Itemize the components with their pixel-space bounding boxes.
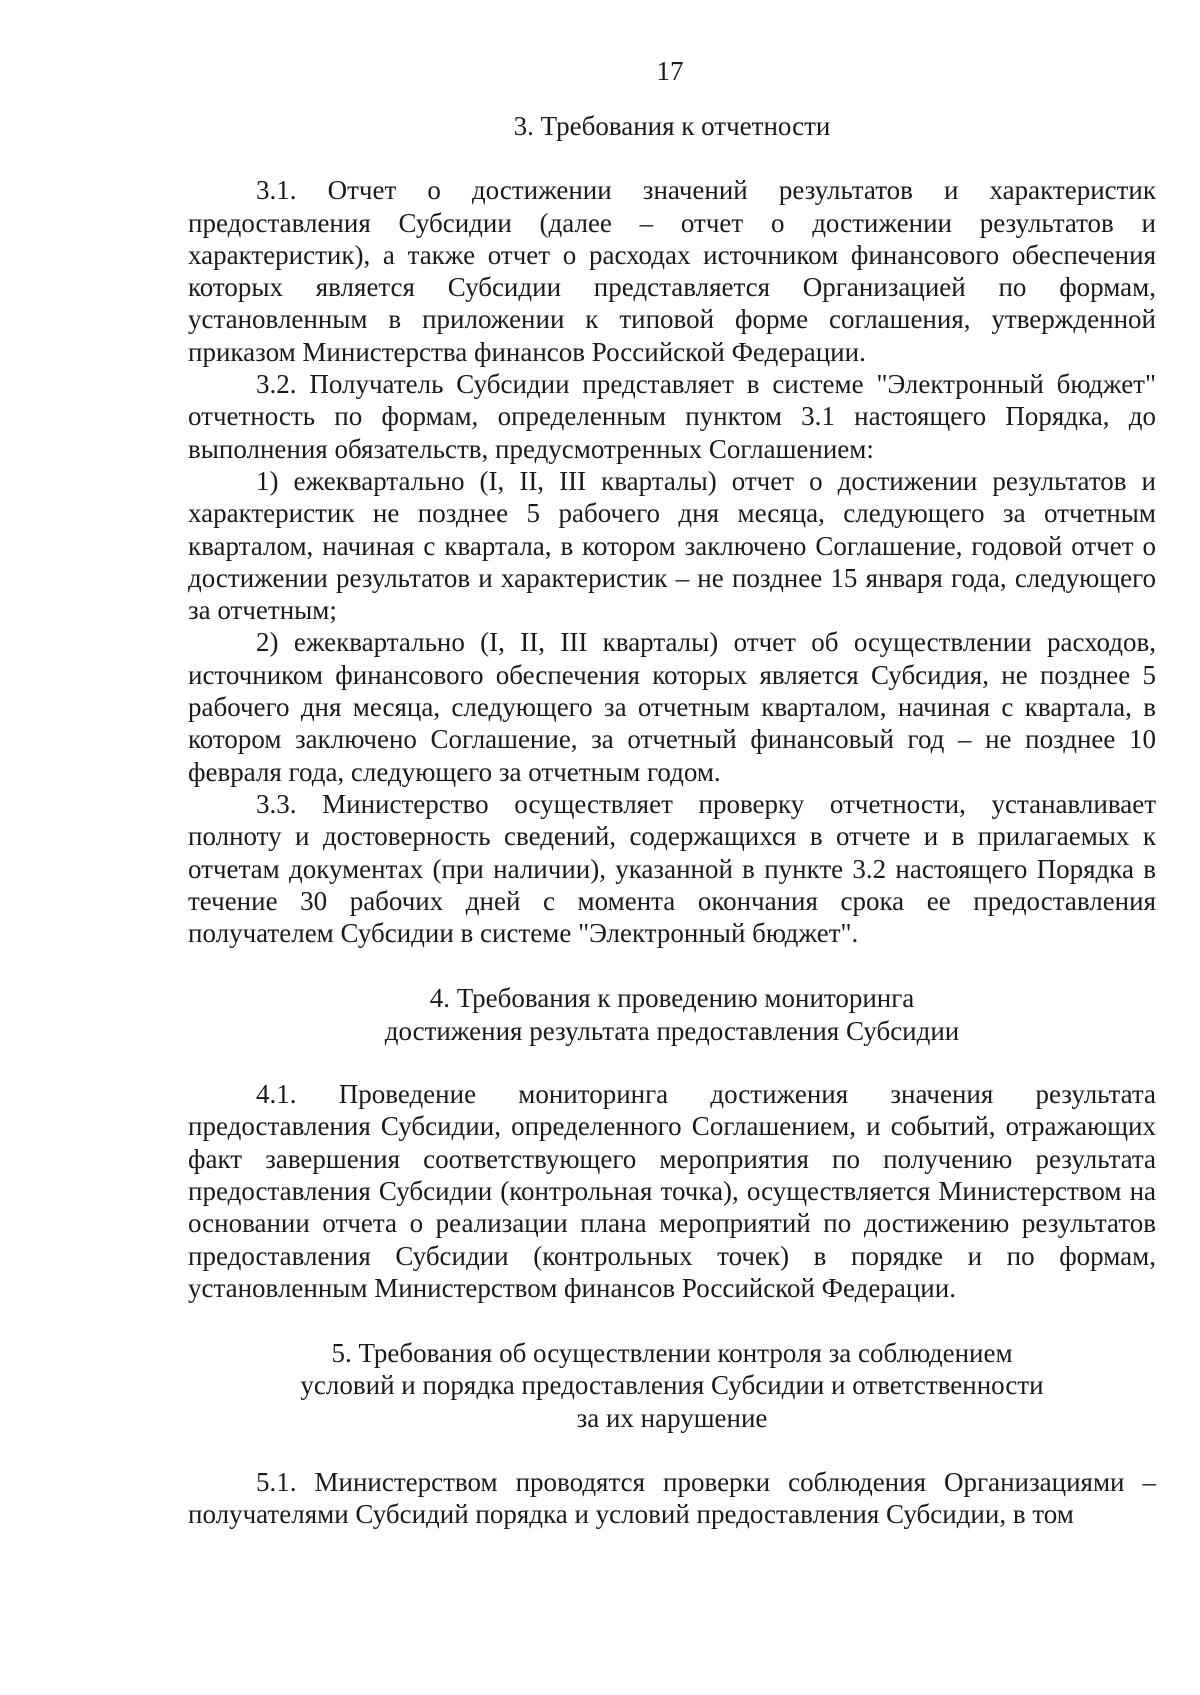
paragraph-3-2-item-1: 1) ежеквартально (I, II, III кварталы) отчет о достижении результатов и характеристик не позднее 5 рабочего дня месяца, следующего за отчетным кварталом, начиная с квартала, в котором заключено Соглашение, годовой отчет о достижении результатов и характеристик – не позднее 15 января года, следующего за отчетным; xyxy=(188,465,1156,626)
paragraph-3-1: 3.1. Отчет о достижении значений результатов и характеристик предоставления Субсидии (далее – отчет о достижении результатов и характеристик), а также отчет о расходах источником финансового обеспечения которых является Субсидии представляется Организацией по формам, установленным в приложении к типовой форме соглашения, утвержденной приказом Министерства финансов Российской Федерации. xyxy=(188,175,1156,367)
section-5-heading-line-1: 5. Требования об осуществлении контроля за соблюдением xyxy=(331,1338,1013,1369)
paragraph-3-3: 3.3. Министерство осуществляет проверку отчетности, устанавливает полноту и достоверность сведений, содержащихся в отчете и в прилагаемых к отчетам документах (при наличии), указанной в пункте 3.2 настоящего Порядка в течение 30 рабочих дней с момента окончания срока ее предоставления получателем Субсидии в системе "Электронный бюджет". xyxy=(188,788,1156,949)
section-5-heading-line-3: за их нарушение xyxy=(576,1402,768,1433)
paragraph-5-1: 5.1. Министерством проводятся проверки соблюдения Организациями – получателями Субсидий порядка и условий предоставления Субсидии, в том xyxy=(188,1466,1156,1530)
section-3-heading-text: 3. Требования к отчетности xyxy=(513,111,831,141)
section-5-heading-line-2: условий и порядка предоставления Субсидии и ответственности xyxy=(300,1370,1044,1401)
paragraph-4-1: 4.1. Проведение мониторинга достижения значения результата предоставления Субсидии, определенного Соглашением, и событий, отражающих факт завершения соответствующего мероприятия по получению результата предоставления Субсидии (контрольная точка), осуществляется Министерством на основании отчета о реализации плана мероприятий по достижению результатов предоставления Субсидии (контрольных точек) в порядке и по формам, установленным Министерством финансов Российской Федерации. xyxy=(188,1079,1156,1303)
section-4-heading-line-2: достижения результата предоставления Субсидии xyxy=(384,1015,960,1046)
paragraph-3-2-item-2: 2) ежеквартально (I, II, III кварталы) отчет об осуществлении расходов, источником финансового обеспечения которых является Субсидия, не позднее 5 рабочего дня месяца, следующего за отчетным кварталом, начиная с квартала, в котором заключено Соглашение, за отчетный финансовый год – не позднее 10 февраля года, следующего за отчетным годом. xyxy=(188,627,1156,787)
section-4-heading xyxy=(188,982,1156,1047)
document-body xyxy=(188,110,1156,1531)
section-3-heading xyxy=(188,110,1156,142)
paragraph-3-2: 3.2. Получатель Субсидии представляет в системе "Электронный бюджет" отчетность по формам, определенным пунктом 3.1 настоящего Порядка, до выполнения обязательств, предусмотренных Соглашением: xyxy=(188,369,1156,464)
page-number: 17 xyxy=(656,56,684,86)
section-5-heading xyxy=(188,1337,1156,1434)
section-4-heading-line-1: 4. Требования к проведению мониторинга xyxy=(429,983,915,1014)
